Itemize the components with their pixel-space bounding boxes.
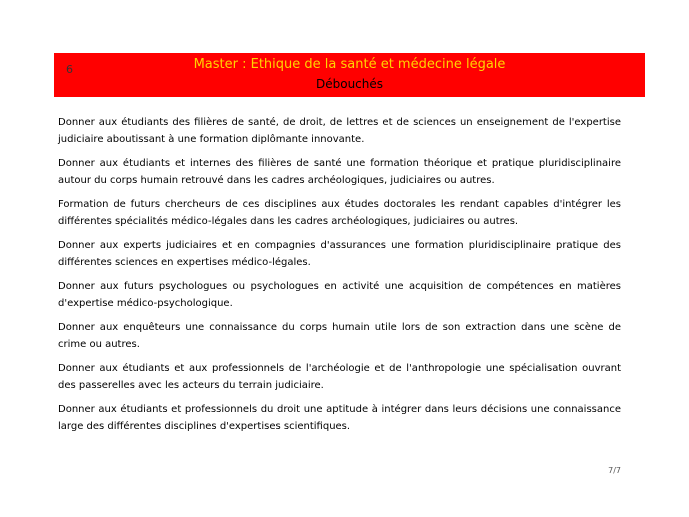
paragraph: Donner aux experts judiciaires et en compagnies d'assurances une formation pluridisciplinaire pratique des différentes sciences en expertises médico-légales. <box>58 240 621 268</box>
paragraph: Donner aux étudiants et aux professionnels de l'archéologie et de l'anthropologie une spécialisation ouvrant des passerelles avec les acteurs du terrain judiciaire. <box>58 363 621 391</box>
paragraph: Donner aux futurs psychologues ou psychologues en activité une acquisition de compétences en matières d'expertise médico-psychologique. <box>58 281 621 309</box>
paragraph: Donner aux étudiants et internes des filières de santé une formation théorique et pratique pluridisciplinaire autour du corps humain retrouvé dans les cadres archéologiques, judiciaires ou autres. <box>58 158 621 186</box>
paragraph: Donner aux étudiants des filières de santé, de droit, de lettres et de sciences un enseignement de l'expertise judiciaire aboutissant à une formation diplômante innovante. <box>58 117 621 145</box>
slide-title: Master : Ethique de la santé et médecine légale <box>193 57 506 72</box>
paragraph: Donner aux enquêteurs une connaissance du corps humain utile lors de son extraction dans une scène de crime ou autres. <box>58 322 621 350</box>
content-body <box>58 114 621 442</box>
paragraph: Donner aux étudiants et professionnels du droit une aptitude à intégrer dans leurs décisions une connaissance large des différentes disciplines d'expertises scientifiques. <box>58 404 621 432</box>
paragraph: Formation de futurs chercheurs de ces disciplines aux études doctorales les rendant capables d'intégrer les différentes spécialités médico-légales dans les cadres archéologiques, judiciaires ou autres. <box>58 199 621 227</box>
header-band <box>54 53 645 97</box>
page-indicator: 7/7 <box>608 466 621 475</box>
slide-number: 6 <box>66 63 73 76</box>
slide-subtitle: Débouchés <box>315 77 384 91</box>
